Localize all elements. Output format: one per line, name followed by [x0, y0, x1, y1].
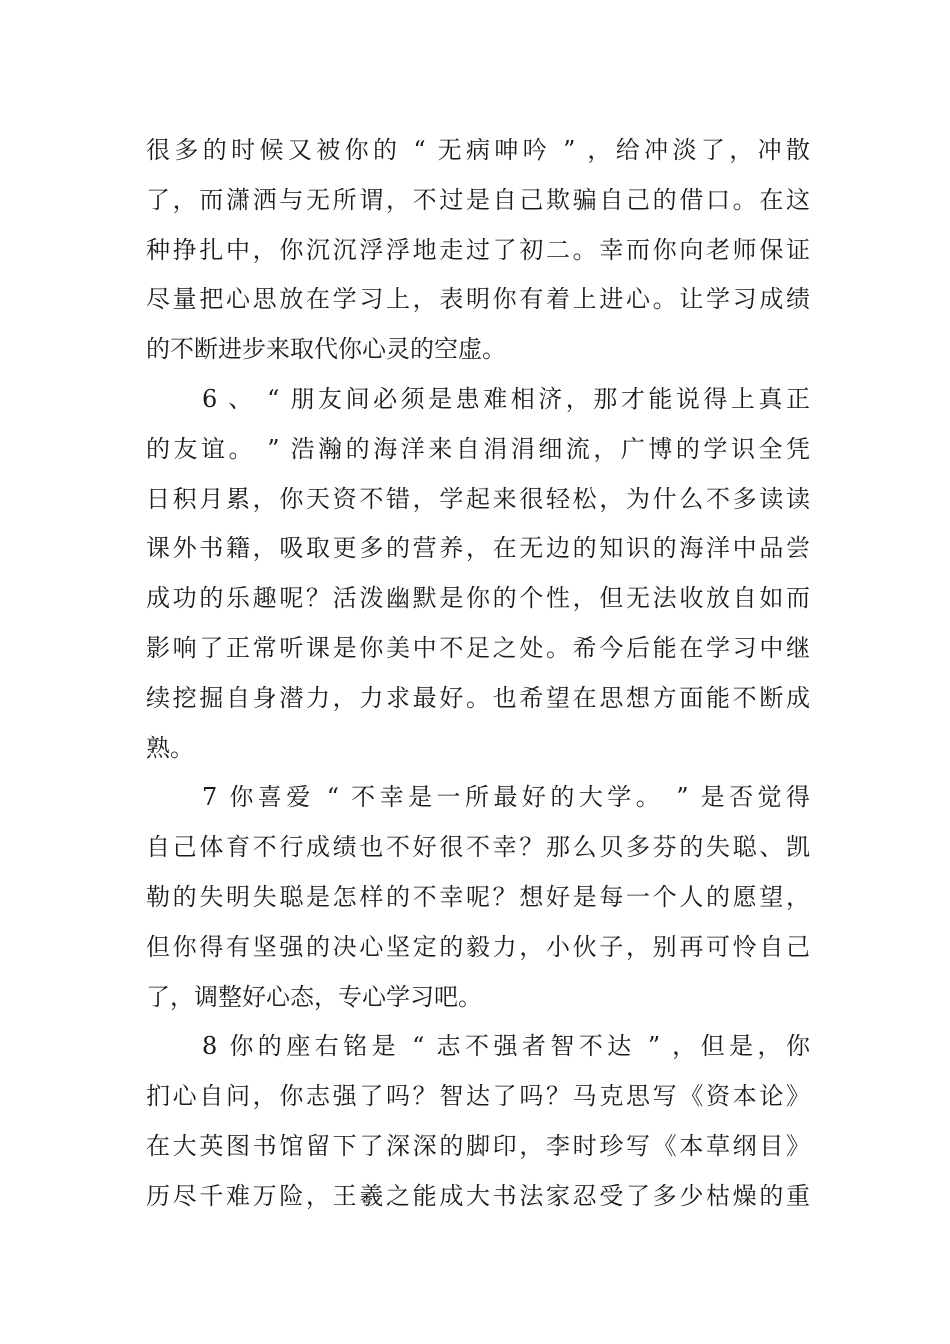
text-line: 但你得有坚强的决心坚定的毅力，小伙子，别再可怜自己: [146, 932, 810, 961]
text-line: 熟。: [146, 733, 194, 762]
text-line: 日积月累，你天资不错，学起来很轻松，为什么不多读读: [146, 484, 810, 513]
text-line: 影响了正常听课是你美中不足之处。希今后能在学习中继: [146, 633, 810, 662]
text-line: 6 、 “ 朋友间必须是患难相济，那才能说得上真正: [202, 384, 810, 413]
text-line: 了，调整好心态，专心学习吧。: [146, 982, 482, 1011]
text-line: 自己体育不行成绩也不好很不幸？那么贝多芬的失聪、凯: [146, 833, 810, 862]
text-line: 在大英图书馆留下了深深的脚印，李时珍写《本草纲目》: [146, 1131, 810, 1160]
text-line: 扪心自问，你志强了吗？智达了吗？马克思写《资本论》: [146, 1082, 810, 1111]
text-line: 8 你的座右铭是 “ 志不强者智不达 ” ，但是，你: [202, 1032, 810, 1061]
text-line: 很多的时候又被你的 “ 无病呻吟 ” ，给冲淡了，冲散: [146, 136, 810, 164]
text-line: 续挖掘自身潜力，力求最好。也希望在思想方面能不断成: [146, 683, 810, 712]
text-line: 尽量把心思放在学习上，表明你有着上进心。让学习成绩: [146, 285, 810, 314]
text-line: 了，而潇洒与无所谓，不过是自己欺骗自己的借口。在这: [146, 185, 810, 214]
text-line: 课外书籍，吸取更多的营养，在无边的知识的海洋中品尝: [146, 534, 810, 563]
text-line: 成功的乐趣呢？活泼幽默是你的个性，但无法收放自如而: [146, 584, 810, 613]
text-line: 历尽千难万险，王羲之能成大书法家忍受了多少枯燥的重: [146, 1181, 810, 1210]
text-line: 种挣扎中，你沉沉浮浮地走过了初二。幸而你向老师保证: [146, 235, 810, 264]
text-line: 的不断进步来取代你心灵的空虚。: [146, 335, 506, 364]
text-line: 7 你喜爱 “ 不幸是一所最好的大学。 ” 是否觉得: [202, 783, 810, 812]
body-text: [146, 126, 810, 1222]
text-line: 的友谊。 ” 浩瀚的海洋来自涓涓细流，广博的学识全凭: [146, 434, 810, 463]
text-line: 勒的失明失聪是怎样的不幸呢？想好是每一个人的愿望，: [146, 882, 810, 911]
